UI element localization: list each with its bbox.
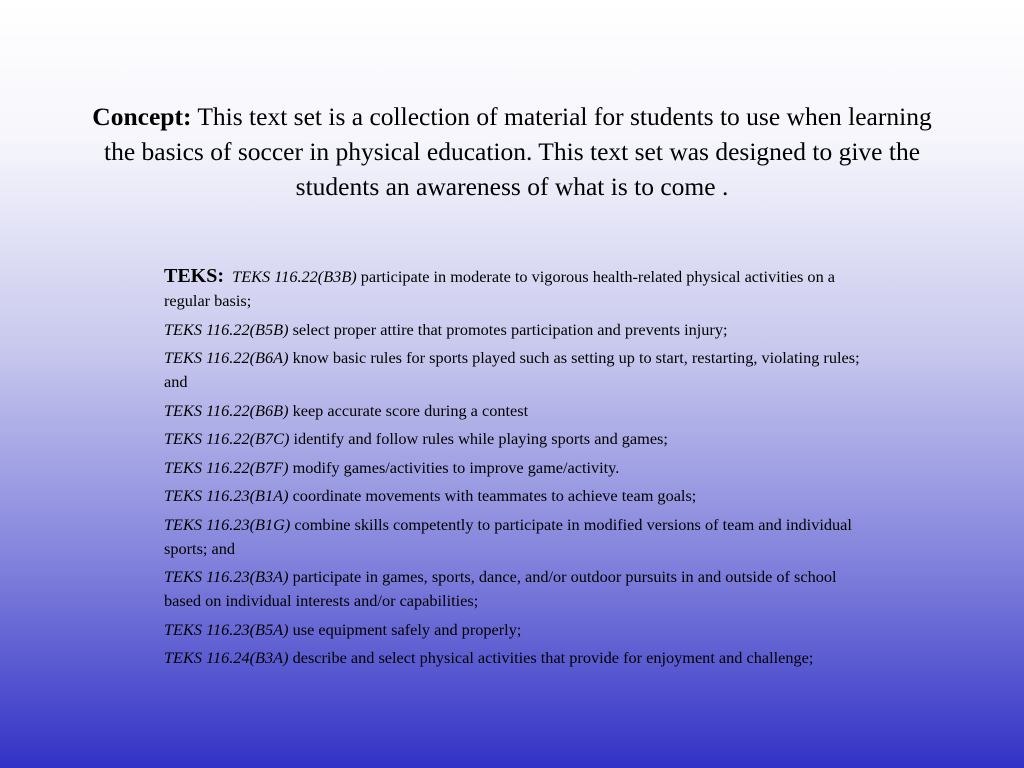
concept-text: This text set is a collection of material for students to use when learning the basics of soccer in physical education. This text set was designed to give the students an awareness of what is to come .: [103, 102, 932, 201]
teks-code: TEKS 116.23(B5A): [164, 619, 289, 639]
teks-code: TEKS 116.24(B3A): [164, 648, 289, 667]
teks-item: [164, 565, 864, 613]
teks-list: [164, 264, 864, 675]
teks-code: TEKS 116.22(B6A): [164, 348, 289, 367]
teks-code: TEKS 116.22(B7F): [164, 457, 289, 477]
teks-heading: TEKS:: [164, 265, 225, 287]
teks-description: coordinate movements with teammates to achieve team goals;: [288, 486, 697, 505]
teks-description: combine skills competently to participate in modified versions of team and individual sports; and: [164, 514, 852, 558]
teks-code: TEKS 116.22(B7C): [164, 429, 290, 448]
teks-description: select proper attire that promotes participation and prevents injury;: [288, 319, 728, 339]
teks-description: participate in moderate to vigorous health-related physical activities on a regular basis;: [164, 267, 836, 310]
teks-code: TEKS 116.22(B6B): [164, 400, 289, 420]
teks-code: TEKS 116.22(B3B): [232, 267, 357, 286]
teks-description: use equipment safely and properly;: [288, 619, 522, 639]
teks-code: TEKS 116.22(B5B): [164, 319, 289, 339]
teks-item: [164, 618, 864, 642]
teks-description: modify games/activities to improve game/activity.: [288, 457, 620, 477]
teks-item: [164, 399, 864, 423]
teks-description: identify and follow rules while playing sports and games;: [289, 429, 668, 448]
teks-item: [164, 264, 864, 313]
concept-label: Concept:: [92, 102, 192, 131]
teks-item: [164, 646, 864, 670]
teks-code: TEKS 116.23(B1A): [164, 486, 289, 505]
teks-item: [164, 456, 864, 480]
teks-code: TEKS 116.23(B3A): [164, 567, 289, 586]
teks-item: [164, 318, 864, 342]
teks-description: keep accurate score during a contest: [288, 400, 529, 420]
concept-paragraph: [80, 99, 944, 204]
teks-item: [164, 427, 864, 451]
teks-code: TEKS 116.23(B1G): [164, 514, 291, 534]
teks-item: [164, 346, 864, 394]
teks-description: know basic rules for sports played such as setting up to start, restarting, violating rules; and: [164, 348, 860, 391]
teks-item: [164, 513, 864, 561]
teks-description: participate in games, sports, dance, and/or outdoor pursuits in and outside of school based on individual interests and/or capabilities;: [164, 567, 837, 610]
teks-description: describe and select physical activities that provide for enjoyment and challenge;: [288, 648, 814, 667]
teks-item: [164, 484, 864, 508]
